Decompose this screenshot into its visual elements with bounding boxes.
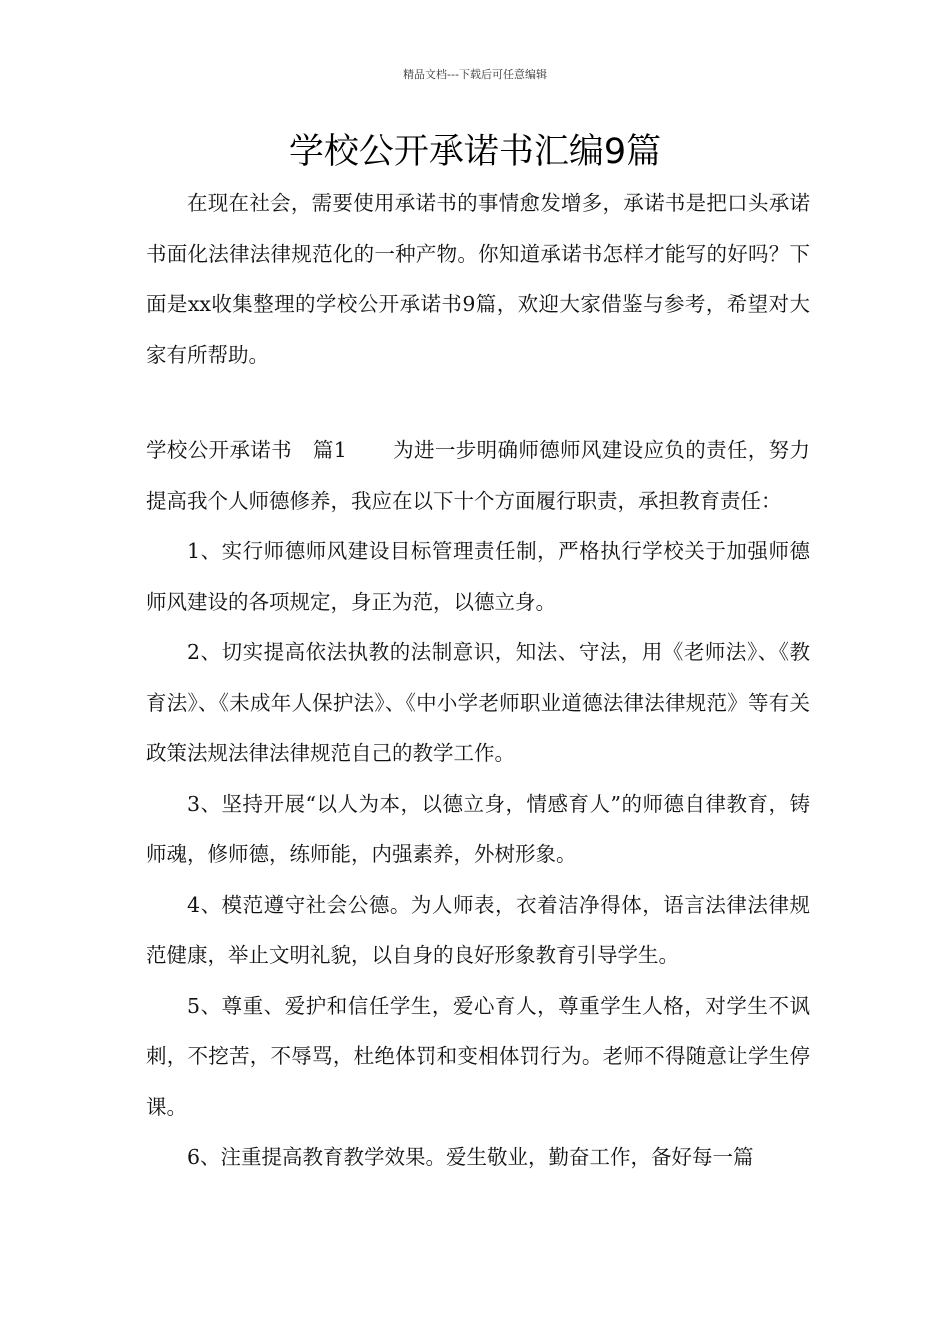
section-lead-text: 为进一步明确师德师风建设应负的责任，努力提高我个人师德修养，我应在以下十个方面履行职责，承担教育责任： — [146, 438, 811, 513]
list-item: 3、坚持开展“以人为本，以德立身，情感育人”的师德自律教育，铸师魂，修师德，练师能，内强素养，外树形象。 — [146, 791, 810, 866]
intro-paragraph: 在现在社会，需要使用承诺书的事情愈发增多，承诺书是把口头承诺书面化法律法律规范化的一种产物。你知道承诺书怎样才能写的好吗？下面是xx收集整理的学校公开承诺书9篇，欢迎大家借鉴与参考，希望对大家有所帮助。 — [146, 191, 810, 367]
intro-block — [146, 178, 810, 380]
section-heading: 学校公开承诺书 篇1 — [146, 438, 347, 462]
document-title: 学校公开承诺书汇编9篇 — [288, 132, 662, 172]
list-item: 1、实行师德师风建设目标管理责任制，严格执行学校关于加强师德师风建设的各项规定，身正为范，以德立身。 — [146, 539, 810, 614]
section-lead-paragraph — [146, 425, 810, 526]
list-item: 6、注重提高教育教学效果。爱生敬业，勤奋工作，备好每一篇 — [187, 1145, 754, 1169]
section-1 — [146, 425, 810, 1183]
list-item: 2、切实提高依法执教的法制意识，知法、守法，用《老师法》、《教育法》、《未成年人保护法》、《中小学老师职业道德法律法律规范》等有关政策法规法律法律规范自己的教学工作。 — [146, 640, 810, 765]
list-item: 5、尊重、爱护和信任学生，爱心育人，尊重学生人格，对学生不讽刺，不挖苦，不辱骂，杜绝体罚和变相体罚行为。老师不得随意让学生停课。 — [146, 993, 810, 1119]
header-note: 精品文档---下载后可任意编辑 — [403, 68, 547, 81]
list-item: 4、模范遵守社会公德。为人师表，衣着洁净得体，语言法律法律规范健康，举止文明礼貌，以自身的良好形象教育引导学生。 — [146, 892, 810, 967]
